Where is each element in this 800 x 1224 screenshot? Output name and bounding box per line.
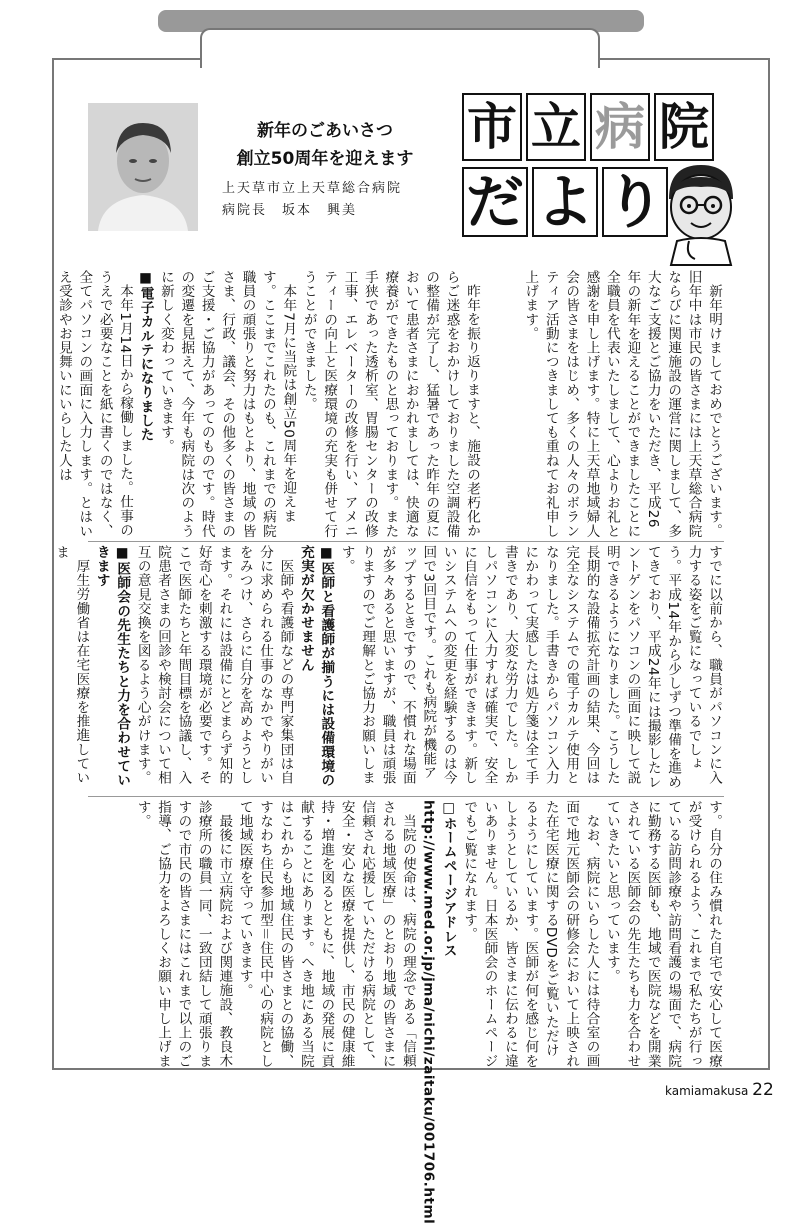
logo-char-2: 立 — [526, 93, 586, 161]
homepage-address: □ホームページアドレス http://www.med.or.jp/jma/nichi/zaitaku/001706.html — [420, 800, 457, 1224]
paragraph-closing: 最後に市立病院および関連施設、教良木診療所の職員一同、一致団結して頑張りますので市民の皆さまにはこれまで以上のご指導、ご協力をよろしくお願い申し上げます。 — [134, 800, 233, 1068]
portrait-image — [88, 103, 198, 231]
divider-2 — [88, 796, 724, 797]
paragraph-home-care: 厚生労働省は在宅医療を推進していま — [53, 545, 90, 785]
logo-char-4: 院 — [654, 93, 714, 161]
logo-char-1: 市 — [462, 93, 522, 161]
director-name: 病院長 坂本 興美 — [222, 203, 358, 218]
paragraph-dvd: なお、病院にいらした人には待合室の画面で地元医師会の研修会において上映された在宅医療に関するDVDをご覧いただけるようにしています。医師が何を感じ何をしようとしているか、皆さまに伝わるに違いありません。日本医師会のホームページでもご覧になれます。 — [461, 800, 600, 1068]
logo-char-7: り — [602, 167, 668, 237]
page-footer — [665, 1080, 774, 1100]
page-number: 22 — [752, 1080, 774, 1100]
divider-1 — [88, 541, 724, 542]
greeting-line-2: 創立50周年を迎えます — [236, 149, 414, 169]
author-block — [222, 178, 432, 222]
paragraph-electronic-records: 本年1月14日から稼働しました。仕事のうえで必要なことを紙に書くのではなく、全てパソコンの画面に入力します。とはいえ受診やお見舞いにいらした人は — [55, 270, 134, 538]
logo-char-3: 病 — [590, 93, 650, 161]
footer-site-name: kamiamakusa — [665, 1084, 749, 1098]
article-block-1-right — [486, 270, 724, 538]
logo-char-6: よ — [532, 167, 598, 237]
doctor-mascot-icon — [655, 155, 747, 265]
heading-doctors-nurses: ■医師と看護師が揃うには設備環境の充実が欠かせません — [297, 545, 335, 788]
paragraph-review: 昨年を振り返りますと、施設の老朽化からご迷惑をおかけしておりました空調設備の整備が完了し、猛暑であった昨年の夏において患者さまにおかれましては、快適な療養ができたものと思っております。また手狭であった透析室、胃腸センターの改修工事、エレベーターの改修を行い、アメニティーの向上と医療環境の充実も併せて行うことができました。 — [300, 270, 480, 538]
hospital-name: 上天草市立上天草総合病院 — [222, 181, 403, 196]
article-block-1-left — [55, 270, 482, 538]
director-portrait — [88, 103, 198, 231]
heading-electronic-records: ■電子カルテになりました — [137, 270, 154, 442]
top-tab — [200, 28, 600, 68]
logo-char-5: だ — [462, 167, 528, 237]
paragraph-new-year: 新年明けましておめでとうございます。旧年中は市民の皆さまには上天草総合病院ならびに関連施設の運営に関しまして、多大なご支援とご協力をいただき、平成26年の新年を迎えることができましたことに全職員を代表いたしまして、心よりお礼と感謝を申し上げます。特に上天草地域婦人会の皆さまをはじめ、多くの人々のボランティア活動につきましても重ねてお礼申し上げます。 — [522, 270, 722, 538]
paragraph-anniversary: 本年7月に当院は創立50周年を迎えます。ここまでこれたのも、これまでの病院職員の頑張りと努力はもとより、地域の皆さま、行政、議会、その他多くの皆さまのご支援・ご協力があってのものです。時代の変遷を見据えて、今年も病院は次のように新しく変わっていきます。 — [157, 270, 297, 538]
paragraph-mission: 当院の使命は、病院の理念である「信頼される地域医療」のとおり地域の皆さまに信頼され応援していただける病院として、安全・安心な医療を提供し、市民の健康維持・増進を図るとともに、地域の発展に貢献することにあります。へき地にある当院はこれからも地域住民の皆さまとの協働、すなわち住民参加型＝住民中心の病院として地域医療を守っていきます。 — [236, 800, 416, 1068]
greeting-line-1: 新年のごあいさつ — [257, 121, 393, 141]
paragraph-system: すでに以前から、職員がパソコンに入力する姿をご覧になっているでしょう。平成14年から少しずつ準備を進めてきており、平成24年には撮影したレントゲンをパソコンの画面に映して説明できるようになりました。こうした長期的な設備拡充計画の結果、今回は完全なシステムでの電子カルテ使用となりました。手書きからパソコン入力にかわって実感したは処方箋は全て手書きであり、大変な労力でした。しかしパソコンに入力すれば確実で、安全に自信をもって仕事ができます。新しいシステムへの変更を経験するのは今回で3回目です。これも病院が機能アップするときですので、不慣れな場面が多々あると思いますが、職員は頑張りますのでご理解とご協力お願いします。 — [338, 545, 722, 789]
heading-medical-association: ■医師会の先生たちと力を合わせていきます — [93, 545, 131, 788]
greeting-title — [210, 117, 440, 173]
paragraph-home-medical: す。自分の住み慣れた自宅で安心して医療が受けられるよう、これまで私たちが行っている訪問診療や訪問看護の場面で、病院に勤務する医師も、地域で医院などを開業されている医師会の先生たちも力を合わせていきたいと思っています。 — [603, 800, 722, 1068]
paragraph-professionals: 医師や看護師などの専門家集団は自分に求められる仕事のなかでやりがいをみつけ、さらに自分を高めようとします。それには設備にとどまらず知的好奇心を刺激する環境が必要です。そこで医師たちと年間目標を協議し、入院患者さまの回診や検討会について相互の意見交換を図るよう心がけます。 — [134, 545, 294, 785]
article-block-2 — [53, 545, 724, 793]
